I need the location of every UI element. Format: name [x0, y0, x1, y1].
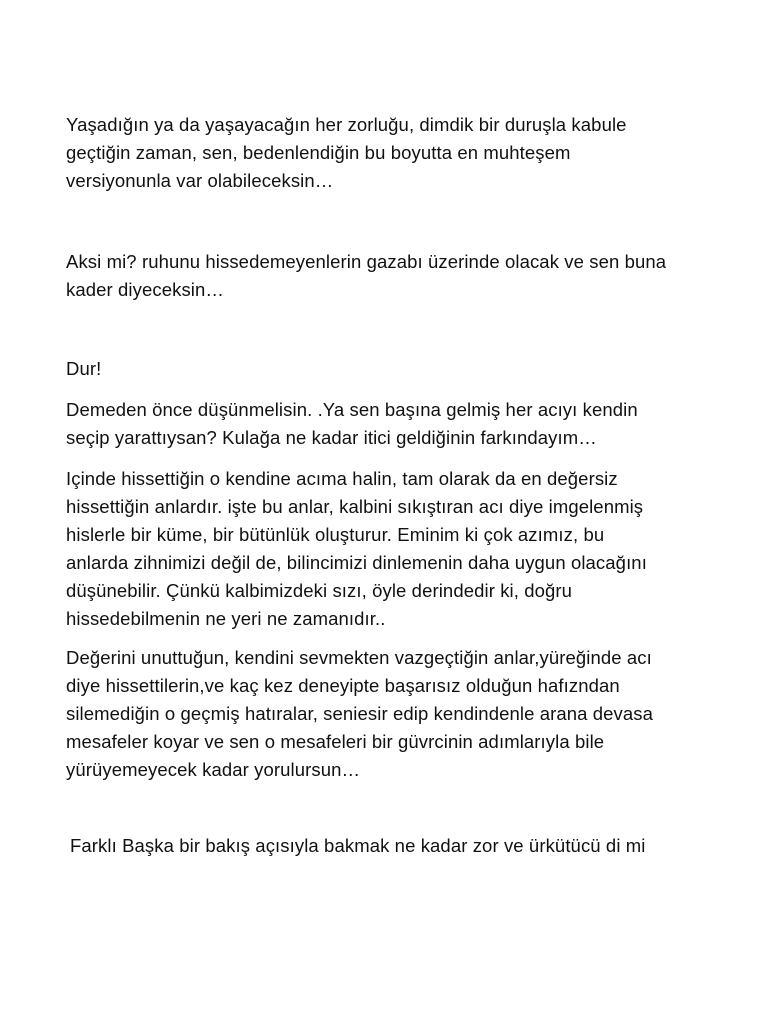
- paragraph-3: Dur!: [66, 358, 102, 379]
- paragraph-5: Içinde hissettiğin o kendine acıma halin, tam olarak da en değersiz hissettiğin anlardır. işte bu anlar, kalbini sıkıştıran acı diye imgelenmiş hislerle bir küme, bir bütünlük oluşturur. Eminim ki çok azımız, bu anlarda zihnimizi değil de, bilincimizi dinlemenin daha uygun olacağını düşünebilir. Çünkü kalbimizdeki sızı, öyle derindedir ki, doğru hissedebilmenin ne yeri ne zamanıdır..: [66, 468, 647, 629]
- paragraph-6: Değerini unuttuğun, kendini sevmekten vazgeçtiğin anlar,yüreğinde acı diye hissettilerin,ve kaç kez deneyipte başarısız olduğun hafızndan silemediğin o geçmiş hatıralar, seniesir edip kendindenle arana devasa mesafeler koyar ve sen o mesafeleri bir güvrcinin adımlarıyla bile yürüyemeyecek kadar yorulursun…: [66, 647, 654, 780]
- paragraph-4: Demeden önce düşünmelisin. .Ya sen başına gelmiş her acıyı kendin seçip yarattıysan? Kulağa ne kadar itici geldiğinin farkındayım…: [66, 399, 638, 448]
- paragraph-2: Aksi mi? ruhunu hissedemeyenlerin gazabı üzerinde olacak ve sen buna kader diyeceksin…: [66, 251, 667, 300]
- paragraph-7: Farklı Başka bir bakış açısıyla bakmak ne kadar zor ve ürkütücü di mi: [70, 835, 646, 856]
- paragraph-1: Yaşadığın ya da yaşayacağın her zorluğu, dimdik bir duruşla kabule geçtiğin zaman, sen, bedenlendiğin bu boyutta en muhteşem versiyonunla var olabileceksin…: [66, 114, 627, 191]
